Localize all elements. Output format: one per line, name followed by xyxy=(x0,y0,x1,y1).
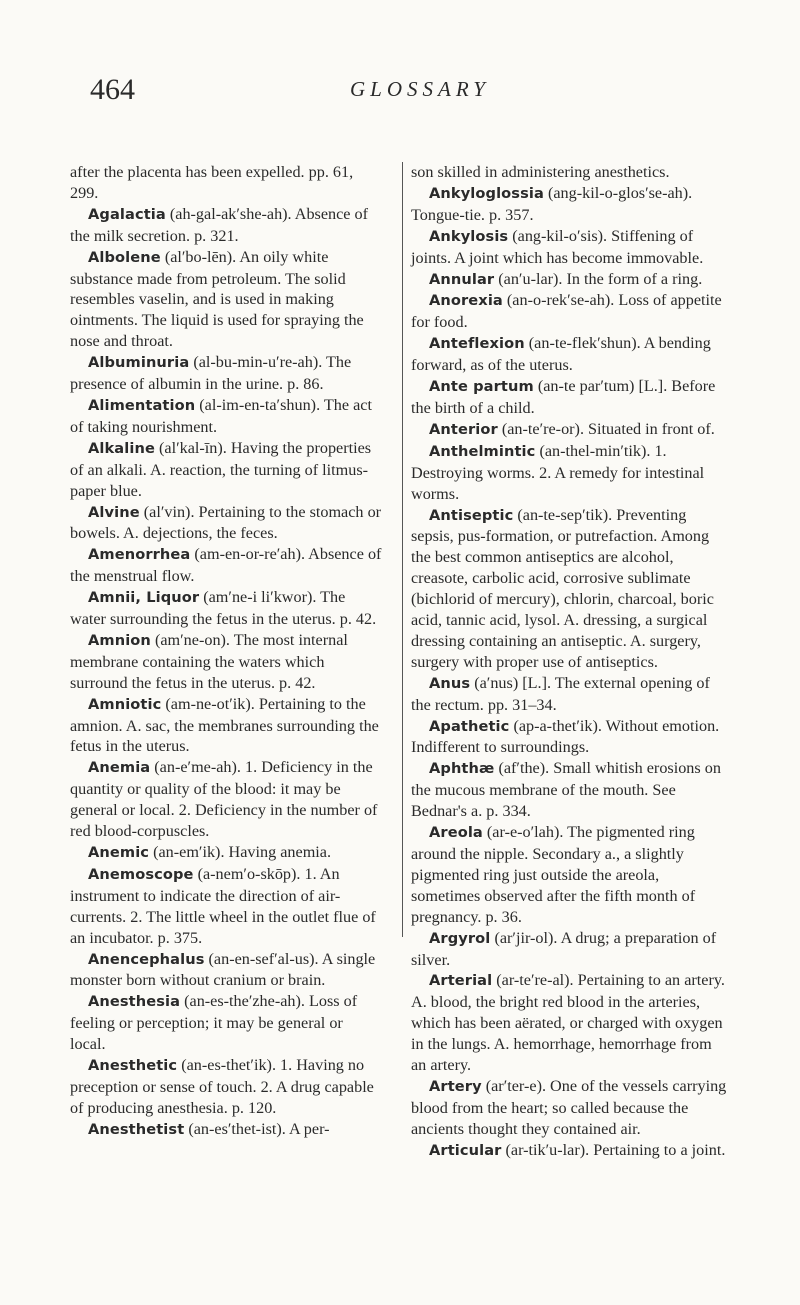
glossary-term: Ankylosis xyxy=(429,227,509,245)
glossary-term: Areola xyxy=(429,824,483,842)
glossary-entry xyxy=(411,716,729,759)
glossary-entry xyxy=(70,395,382,438)
glossary-term: Argyrol xyxy=(429,929,491,947)
glossary-definition: (al′vin). Pertaining to the stomach or bowels. A. dejections, the feces. xyxy=(70,502,382,543)
glossary-entry xyxy=(70,204,382,247)
glossary-term: Anus xyxy=(429,674,471,692)
glossary-term: Agalactia xyxy=(88,205,166,223)
glossary-definition: (an-o-rek′se-ah). Loss of appetite for food. xyxy=(411,291,722,332)
glossary-entry xyxy=(411,928,729,971)
glossary-entry xyxy=(70,991,382,1055)
glossary-term: Anorexia xyxy=(429,292,503,310)
glossary-definition: (ar-te′re-al). Pertaining to an artery. A. blood, the bright red blood in the arteries, which has been aërated, or charged with oxygen in the lungs. A. hemorrhage, hemorrhage from an artery. xyxy=(411,971,725,1075)
glossary-entry xyxy=(70,438,382,502)
glossary-definition: (al′bo-lēn). An oily white substance made from petroleum. The solid resembles vaselin, and is used in making ointments. The liquid is used for spraying the nose and throat. xyxy=(70,247,364,351)
glossary-definition: (al-im-en-ta′shun). The act of taking nourishment. xyxy=(70,395,372,436)
glossary-definition: (am′ne-on). The most internal membrane containing the waters which surround the fetus in the uterus. p. 42. xyxy=(70,630,348,692)
glossary-definition: (an-em′ik). Having anemia. xyxy=(149,843,332,861)
running-title: GLOSSARY xyxy=(350,77,490,101)
glossary-term: Amnion xyxy=(88,631,151,649)
glossary-entry xyxy=(411,505,729,673)
glossary-term: Albolene xyxy=(88,248,161,266)
glossary-definition: (am′ne-i li′kwor). The water surrounding the fetus in the uterus. p. 42. xyxy=(70,588,377,629)
glossary-entry xyxy=(411,269,729,291)
glossary-definition: (an-te-sep′tik). Preventing sepsis, pus-formation, or putrefaction. Among the best common antiseptics are alcohol, creasote, carbolic acid, corrosive sublimate (bichlorid of mercury), chlorin, charcoal, boric acid, tannic acid, lysol. A. dressing, a surgical dressing containing an antiseptic. A. surgery, surgery with proper use of antiseptics. xyxy=(411,505,714,671)
glossary-entry xyxy=(70,949,382,992)
glossary-term: Albuminuria xyxy=(88,354,190,372)
glossary-entry xyxy=(411,1076,729,1140)
glossary-definition: (an-te-flek′shun). A bending forward, as of the uterus. xyxy=(411,334,711,375)
glossary-definition: (an-es-the′zhe-ah). Loss of feeling or perception; it may be general or local. xyxy=(70,992,358,1054)
glossary-term: Ankyloglossia xyxy=(429,184,544,202)
glossary-definition: (af′the). Small whitish erosions on the mucous membrane of the mouth. See Bednar's a. p. 334. xyxy=(411,759,721,821)
glossary-term: Anemoscope xyxy=(88,865,194,883)
glossary-entry xyxy=(70,587,382,630)
glossary-term: Anteflexion xyxy=(429,335,525,353)
glossary-definition: (am-ne-ot′ik). Pertaining to the amnion. A. sac, the membranes surrounding the fetus in the uterus. xyxy=(70,694,379,756)
glossary-entry xyxy=(411,226,729,269)
left-column xyxy=(70,162,382,1282)
glossary-term: Anesthetist xyxy=(88,1120,185,1138)
glossary-entry xyxy=(411,673,729,716)
glossary-term: Amenorrhea xyxy=(88,546,191,564)
glossary-entry xyxy=(411,183,729,226)
glossary-definition: (an-e′me-ah). 1. Deficiency in the quantity or quality of the blood: it may be general or local. 2. Deficiency in the number of red blood-corpuscles. xyxy=(70,758,378,841)
glossary-term: Antiseptic xyxy=(429,506,514,524)
glossary-term: Anterior xyxy=(429,420,498,438)
glossary-term: Apathetic xyxy=(429,717,510,735)
page-header xyxy=(90,70,710,120)
glossary-term: Alkaline xyxy=(88,439,155,457)
glossary-term: Aphthæ xyxy=(429,760,495,778)
page-number: 464 xyxy=(90,73,135,106)
glossary-definition: (al-bu-min-u′re-ah). The presence of albumin in the urine. p. 86. xyxy=(70,353,352,394)
glossary-entry xyxy=(411,1140,729,1162)
glossary-term: Alimentation xyxy=(88,396,196,414)
glossary-definition: (al′kal-īn). Having the properties of an alkali. A. reaction, the turning of litmus-paper blue. xyxy=(70,438,372,500)
glossary-entry xyxy=(70,352,382,395)
glossary-term: Artery xyxy=(429,1077,482,1095)
glossary-definition: (ah-gal-ak′she-ah). Absence of the milk secretion. p. 321. xyxy=(70,204,369,245)
glossary-term: Articular xyxy=(429,1141,502,1159)
glossary-definition: (ar-tik′u-lar). Pertaining to a joint. xyxy=(501,1140,726,1159)
glossary-term: Amniotic xyxy=(88,695,162,713)
glossary-term: Anencephalus xyxy=(88,950,205,968)
glossary-entry xyxy=(411,333,729,376)
glossary-definition: (an-en-sef′al-us). A single monster born without cranium or brain. xyxy=(70,949,376,990)
glossary-entry xyxy=(70,502,382,545)
glossary-entry xyxy=(70,544,382,587)
glossary-entry xyxy=(411,970,729,1076)
glossary-entry xyxy=(411,419,729,441)
glossary-term: Anesthesia xyxy=(88,993,181,1011)
glossary-term: Annular xyxy=(429,270,495,288)
right-column xyxy=(402,162,729,1159)
glossary-entry xyxy=(411,822,729,928)
glossary-entry xyxy=(70,842,382,864)
glossary-definition: (ar-e-o′lah). The pigmented ring around the nipple. Secondary a., a slightly pigmented ring just outside the areola, sometimes observed after the fifth month of pregnancy. p. 36. xyxy=(411,823,696,926)
glossary-definition: (ar′jir-ol). A drug; a preparation of silver. xyxy=(411,928,717,969)
glossary-definition: (ang-kil-o-glos′se-ah). Tongue-tie. p. 357. xyxy=(411,183,693,224)
glossary-entry xyxy=(411,376,729,419)
glossary-term: Anthelmintic xyxy=(429,442,536,460)
glossary-definition: (an-te′re-or). Situated in front of. xyxy=(497,419,715,438)
glossary-entry xyxy=(70,247,382,353)
glossary-term: Anesthetic xyxy=(88,1057,178,1075)
glossary-definition: (a-nem′o-skōp). 1. An instrument to indicate the direction of air-currents. 2. The little wheel in the outlet flue of an incubator. p. 375. xyxy=(70,864,376,947)
glossary-definition: (ar′ter-e). One of the vessels carrying blood from the heart; so called because the ancients thought they contained air. xyxy=(411,1076,727,1138)
glossary-term: Amnii, Liquor xyxy=(88,589,200,607)
glossary-term: Arterial xyxy=(429,972,493,990)
glossary-entry xyxy=(70,630,382,694)
glossary-term: Ante partum xyxy=(429,378,534,396)
glossary-entry xyxy=(70,864,382,949)
glossary-definition: (an′u-lar). In the form of a ring. xyxy=(494,269,703,288)
glossary-definition: (an-te par′tum) [L.]. Before the birth of a child. xyxy=(411,377,716,417)
glossary-definition: after the placenta has been expelled. pp. 61, 299. xyxy=(70,163,354,202)
glossary-entry xyxy=(70,1119,382,1141)
glossary-definition: (a′nus) [L.]. The external opening of the rectum. pp. 31–34. xyxy=(411,673,710,714)
glossary-entry xyxy=(70,757,382,842)
glossary-entry xyxy=(70,694,382,758)
glossary-entry xyxy=(411,290,729,333)
glossary-term: Anemic xyxy=(88,844,150,861)
glossary-term: Anemia xyxy=(88,759,151,777)
glossary-definition: son skilled in administering anesthetics. xyxy=(411,163,670,181)
glossary-entry xyxy=(411,758,729,822)
glossary-definition: (ang-kil-o′sis). Stiffening of joints. A joint which has become immovable. xyxy=(411,226,704,267)
glossary-term: Alvine xyxy=(88,503,140,521)
glossary-definition: (am-en-or-re′ah). Absence of the menstrual flow. xyxy=(70,545,382,586)
glossary-definition: (an-es-thet′ik). 1. Having no preception or sense of touch. 2. A drug capable of producing anesthesia. p. 120. xyxy=(70,1056,374,1117)
glossary-definition: (ap-a-thet′ik). Without emotion. Indifferent to surroundings. xyxy=(411,716,720,757)
glossary-definition: (an-thel-min′tik). 1. Destroying worms. 2. A remedy for intestinal worms. xyxy=(411,441,705,503)
glossary-entry xyxy=(411,441,729,505)
glossary-definition: (an-es′thet-ist). A per- xyxy=(184,1119,330,1138)
glossary-entry xyxy=(70,162,382,204)
glossary-entry xyxy=(70,1055,382,1119)
glossary-entry xyxy=(411,162,729,183)
